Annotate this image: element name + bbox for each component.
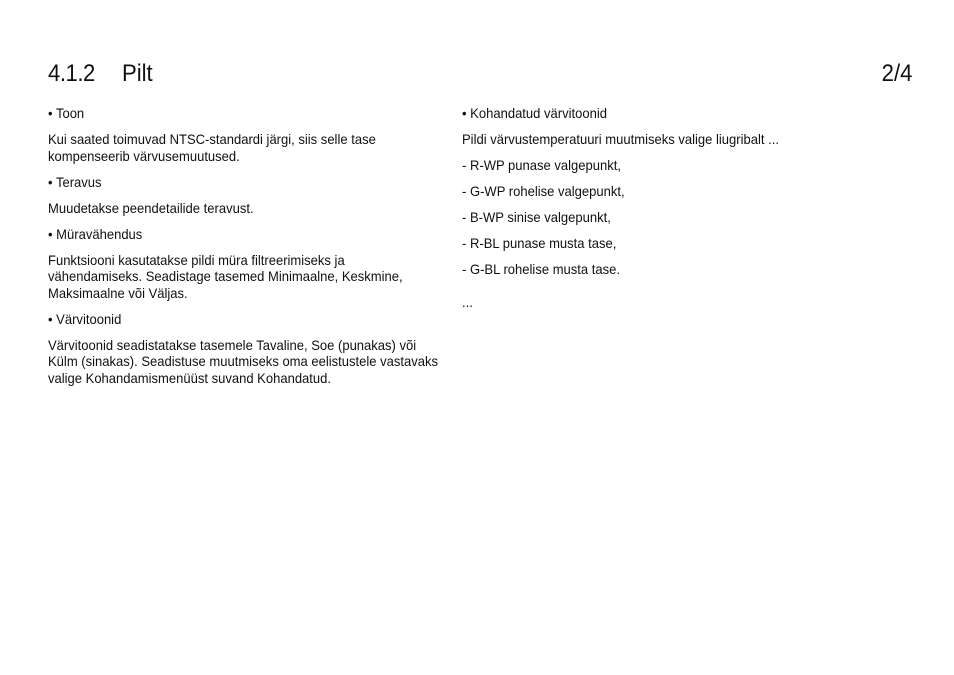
page-header — [48, 60, 912, 94]
paragraph-teravus: Muudetakse peendetailide teravust. — [48, 199, 254, 216]
list-item-g-wp: - G-WP rohelise valgepunkt, — [462, 183, 625, 199]
paragraph-varvitoonid: Värvitoonid seadistatakse tasemele Tavaline, Soe (punakas) või Külm (sinakas). Seadistuse muutmiseks oma eelistustele vastavaks valige Kohandamismenüüst suvand Kohandatud. — [48, 336, 439, 386]
paragraph-toon: Kui saated toimuvad NTSC-standardi järgi, siis selle tase kompenseerib värvusemuutused. — [48, 131, 376, 164]
list-item-b-wp: - B-WP sinise valgepunkt, — [462, 209, 611, 225]
section-title: Pilt — [122, 60, 153, 87]
list-item-g-bl: - G-BL rohelise musta tase. — [462, 261, 620, 277]
bullet-heading-muravahendus: • Müravähendus — [48, 225, 143, 242]
page-indicator: 2/4 — [881, 60, 912, 87]
list-item-r-wp: - R-WP punase valgepunkt, — [462, 157, 621, 173]
bullet-heading-kohandatud-varvitoonid: • Kohandatud värvitoonid — [462, 105, 607, 121]
left-column — [48, 105, 440, 396]
list-item-r-bl: - R-BL punase musta tase, — [462, 235, 617, 251]
bullet-heading-varvitoonid: • Värvitoonid — [48, 310, 122, 327]
continuation-ellipsis: ... — [462, 293, 473, 310]
paragraph-kohandatud-varvitoonid: Pildi värvustemperatuuri muutmiseks valige liugribalt ... — [462, 131, 779, 147]
bullet-heading-teravus: • Teravus — [48, 173, 102, 190]
bullet-heading-toon: • Toon — [48, 105, 85, 121]
section-number: 4.1.2 — [48, 60, 95, 87]
paragraph-muravahendus: Funktsiooni kasutatakse pildi müra filtreerimiseks ja vähendamiseks. Seadistage tasemed Minimaalne, Keskmine, Maksimaalne või Väljas. — [48, 251, 403, 301]
right-column — [462, 105, 882, 320]
